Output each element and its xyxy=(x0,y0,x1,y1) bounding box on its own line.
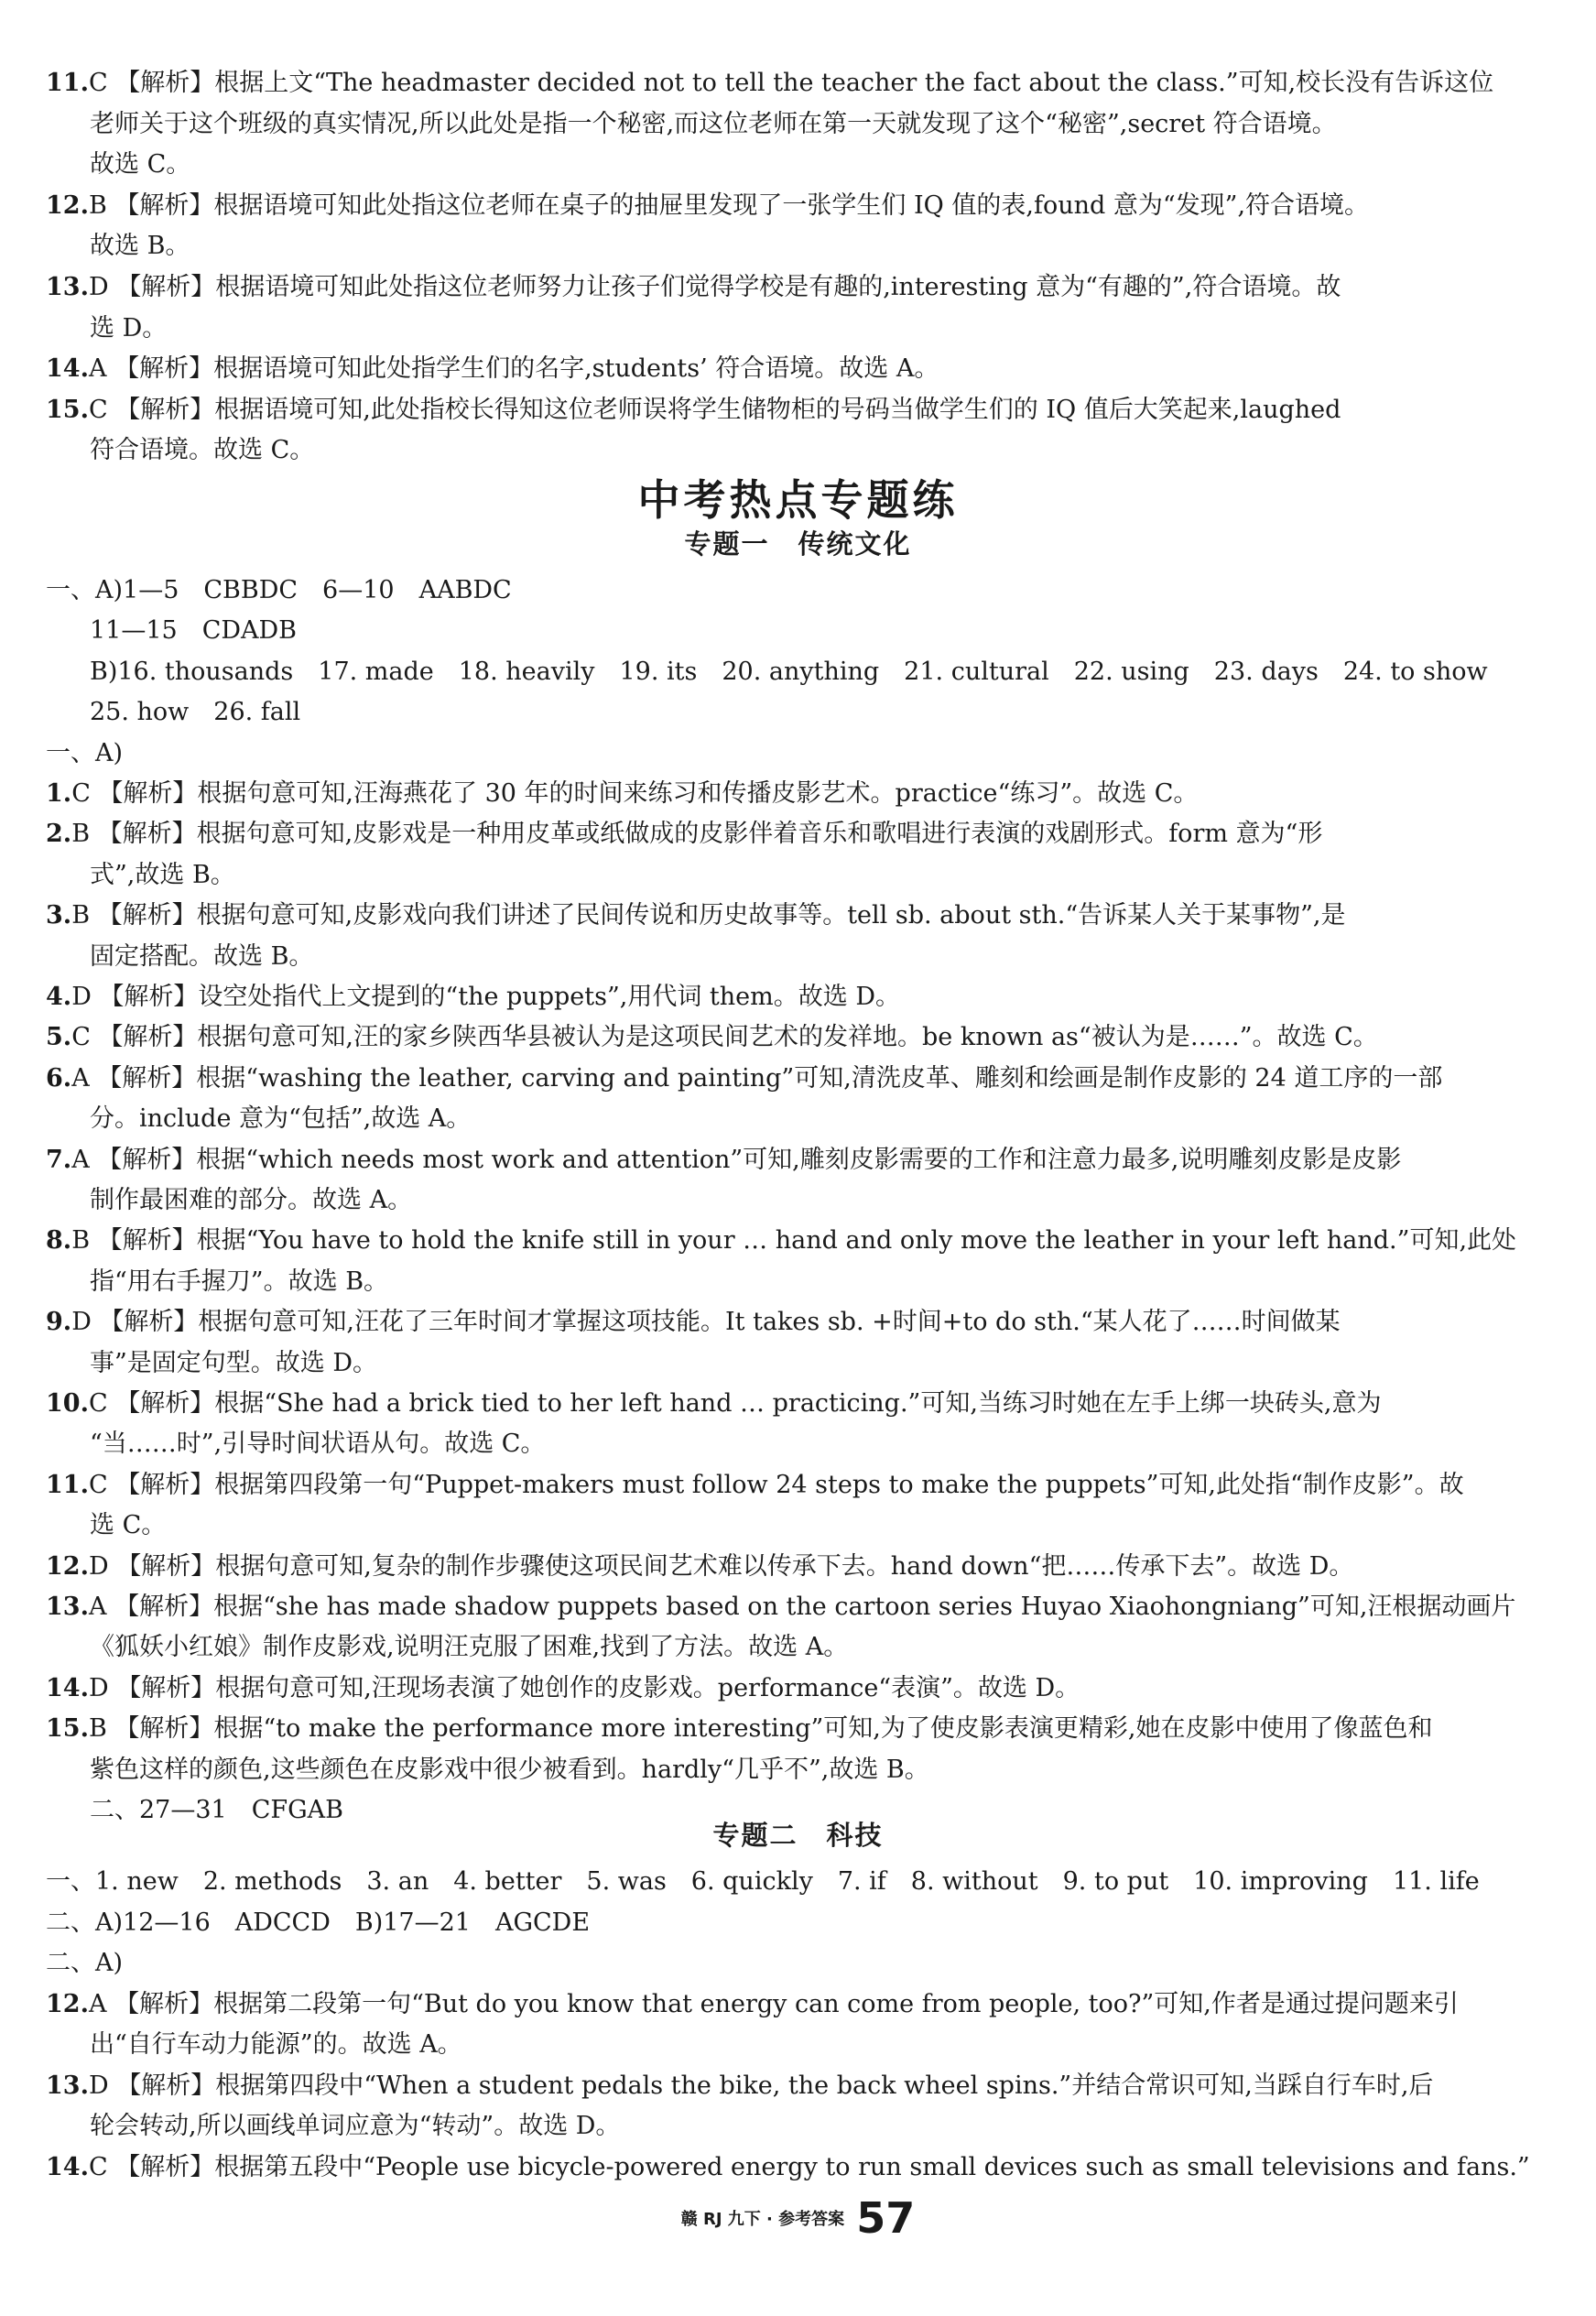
answer-text: 故选 C。 xyxy=(90,150,191,179)
answer-text: C 【解析】根据语境可知,此处指校长得知这位老师误将学生储物柜的号码当做学生们的 IQ 值后大笑起来,laughed xyxy=(88,395,1341,424)
question-number: 13. xyxy=(46,2071,89,2100)
text-line xyxy=(46,185,1502,227)
text-line xyxy=(46,895,1502,937)
question-number: 12. xyxy=(46,1551,89,1581)
answer-text: C 【解析】根据第五段中“People use bicycle-powered energy to run small devices such as small televisions and fans.” xyxy=(88,2152,1530,2181)
text-line xyxy=(46,1139,1502,1181)
answer-text: 指“用右手握刀”。故选 B。 xyxy=(90,1267,389,1296)
topic-1-title: 专题一 传统文化 xyxy=(684,528,912,560)
text-line xyxy=(46,2147,1530,2189)
answer-text: 25. how 26. fall xyxy=(90,698,301,727)
question-number: 7. xyxy=(46,1145,72,1174)
answer-text: C 【解析】根据句意可知,汪海燕花了 30 年的时间来练习和传播皮影艺术。practice“练习”。故选 C。 xyxy=(71,779,1199,808)
answer-text: D 【解析】根据句意可知,汪花了三年时间才掌握这项技能。It takes sb. +时间+to do sth.“某人花了……时间做某 xyxy=(71,1308,1341,1337)
answer-text: 符合语境。故选 C。 xyxy=(90,436,315,465)
answer-text: 11—15 CDADB xyxy=(90,616,298,646)
answer-text: C 【解析】根据句意可知,汪的家乡陕西华县被认为是这项民间艺术的发祥地。be known as“被认为是……”。故选 C。 xyxy=(71,1023,1378,1052)
text-line xyxy=(90,854,1546,897)
question-number: 13. xyxy=(46,1593,89,1621)
text-line xyxy=(46,1942,1502,1984)
question-number: 11. xyxy=(46,1470,89,1499)
text-line xyxy=(90,103,1546,146)
text-line xyxy=(46,976,1502,1018)
answer-text: C 【解析】根据“She had a brick tied to her left hand … practicing.”可知,当练习时她在左手上绑一块砖头,意为 xyxy=(88,1389,1382,1418)
answer-text: 事”是固定句型。故选 D。 xyxy=(90,1348,378,1377)
answer-text: 一、A) xyxy=(46,738,124,767)
answer-text: C 【解析】根据第四段第一句“Puppet-makers must follow 24 steps to make the puppets”可知,此处指“制作皮影”。故 xyxy=(88,1470,1464,1499)
text-line xyxy=(90,1180,1546,1222)
text-line xyxy=(46,1668,1502,1710)
text-line xyxy=(46,389,1502,431)
answer-text: A 【解析】根据“she has made shadow puppets based on the cartoon series Huyao Xiaohongniang”可知,汪根据动画片 xyxy=(88,1593,1516,1621)
answer-text: C 【解析】根据上文“The headmaster decided not to tell the teacher the fact about the class.”可知,校长没有告诉这位 xyxy=(88,69,1494,97)
answer-text: D 【解析】根据语境可知此处指这位老师努力让孩子们觉得学校是有趣的,interesting 意为“有趣的”,符合语境。故 xyxy=(88,273,1341,301)
text-line xyxy=(90,1343,1546,1385)
question-number: 9. xyxy=(46,1308,72,1337)
answer-text: 式”,故选 B。 xyxy=(90,860,235,889)
question-number: 2. xyxy=(46,820,72,849)
topic-2-title: 专题二 科技 xyxy=(712,1820,884,1851)
answer-text: D 【解析】根据句意可知,复杂的制作步骤使这项民间艺术难以传承下去。hand down“把……传承下去”。故选 D。 xyxy=(88,1551,1354,1581)
section-title: 中考热点专题练 xyxy=(637,475,959,525)
text-line xyxy=(90,1098,1546,1140)
answer-text: A 【解析】根据“washing the leather, carving and painting”可知,清洗皮革、雕刻和绘画是制作皮影的 24 道工序的一部 xyxy=(71,1063,1443,1093)
text-line xyxy=(46,1546,1502,1588)
text-line xyxy=(46,1017,1502,1059)
answer-text: 选 C。 xyxy=(90,1511,167,1540)
text-line xyxy=(46,1058,1502,1100)
answer-text: B 【解析】根据“You have to hold the knife still in your … hand and only move the leather in your left hand.”可知,此处 xyxy=(71,1226,1517,1256)
text-line xyxy=(90,1261,1546,1303)
answer-text: A 【解析】根据“which needs most work and attention”可知,雕刻皮影需要的工作和注意力最多,说明雕刻皮影是皮影 xyxy=(71,1145,1402,1174)
question-number: 10. xyxy=(46,1389,89,1418)
answer-text: A 【解析】根据语境可知此处指学生们的名字,students’ 符合语境。故选 A。 xyxy=(88,354,939,384)
answer-text: B 【解析】根据句意可知,皮影戏是一种用皮革或纸做成的皮影伴着音乐和歌唱进行表演的戏剧形式。form 意为“形 xyxy=(71,820,1323,849)
text-line xyxy=(90,308,1546,350)
text-line xyxy=(46,1301,1502,1343)
answer-text: 分。include 意为“包括”,故选 A。 xyxy=(90,1104,472,1134)
text-line xyxy=(46,813,1502,855)
answer-text: 固定搭配。故选 B。 xyxy=(90,941,314,971)
answer-text: 二、A)12—16 ADCCD B)17—21 AGCDE xyxy=(46,1908,591,1937)
question-number: 13. xyxy=(46,273,89,301)
question-number: 14. xyxy=(46,1673,89,1702)
text-line xyxy=(46,1464,1502,1506)
text-line xyxy=(46,570,1502,612)
text-line xyxy=(90,144,1546,186)
text-line xyxy=(90,225,1546,267)
text-line xyxy=(90,691,1546,734)
answer-text: 二、27—31 CFGAB xyxy=(90,1796,344,1824)
text-line xyxy=(46,266,1502,309)
question-number: 4. xyxy=(46,983,72,1011)
answer-text: D 【解析】根据句意可知,汪现场表演了她创作的皮影戏。performance“表演”。故选 D。 xyxy=(88,1673,1080,1702)
question-number: 15. xyxy=(46,395,89,424)
answer-text: B 【解析】根据句意可知,皮影戏向我们讲述了民间传说和历史故事等。tell sb. about sth.“告诉某人关于某事物”,是 xyxy=(71,901,1346,930)
answer-text: 一、A)1—5 CBBDC 6—10 AABDC xyxy=(46,576,512,604)
question-number: 12. xyxy=(46,1989,89,2018)
text-line xyxy=(90,1749,1546,1791)
text-line xyxy=(46,1586,1516,1628)
footer-label: 赣 RJ 九下 · 参考答案 xyxy=(680,2210,845,2229)
text-line xyxy=(46,1902,1502,1944)
answer-text: 故选 B。 xyxy=(90,232,190,261)
text-line xyxy=(46,1861,1502,1903)
answer-text: D 【解析】设空处指代上文提到的“the puppets”,用代词 them。故选 D。 xyxy=(71,983,900,1011)
text-line xyxy=(90,2105,1546,2147)
answer-text: “当……时”,引导时间状语从句。故选 C。 xyxy=(90,1430,546,1459)
answer-text: 《狐妖小红娘》制作皮影戏,说明汪克服了困难,找到了方法。故选 A。 xyxy=(90,1633,849,1662)
question-number: 5. xyxy=(46,1023,72,1052)
question-number: 3. xyxy=(46,901,72,930)
text-line xyxy=(90,2024,1546,2066)
answer-text: B 【解析】根据“to make the performance more interesting”可知,为了使皮影表演更精彩,她在皮影中使用了像蓝色和 xyxy=(88,1714,1433,1744)
answer-text: B 【解析】根据语境可知此处指这位老师在桌子的抽屉里发现了一张学生们 IQ 值的表,found 意为“发现”,符合语境。 xyxy=(88,190,1370,220)
text-line xyxy=(90,429,1546,472)
text-line xyxy=(46,773,1502,815)
text-line xyxy=(90,936,1546,978)
text-line xyxy=(90,610,1546,652)
question-number: 8. xyxy=(46,1226,72,1256)
text-line xyxy=(90,1505,1546,1547)
text-line xyxy=(46,733,1502,775)
answer-text: 老师关于这个班级的真实情况,所以此处是指一个秘密,而这位老师在第一天就发现了这个“秘密”,secret 符合语境。 xyxy=(90,109,1337,138)
text-line xyxy=(46,62,1502,104)
answer-text: 选 D。 xyxy=(90,313,168,343)
text-line xyxy=(90,1626,1546,1669)
question-number: 11. xyxy=(46,69,89,97)
text-line xyxy=(46,1383,1502,1425)
answer-text: B)16. thousands 17. made 18. heavily 19. its 20. anything 21. cultural 22. using 23. days 24. to show xyxy=(90,657,1488,686)
text-line xyxy=(90,651,1546,693)
answer-text: 二、A) xyxy=(46,1949,124,1977)
text-line xyxy=(46,1984,1502,2026)
answer-text: 制作最困难的部分。故选 A。 xyxy=(90,1186,413,1214)
answer-text: A 【解析】根据第二段第一句“But do you know that energy can come from people, too?”可知,作者是通过提问题来引 xyxy=(88,1989,1459,2018)
answer-text: 一、1. new 2. methods 3. an 4. better 5. was 6. quickly 7. if 8. without 9. to put 10. improving 11. life xyxy=(46,1867,1480,1896)
page-footer xyxy=(0,2193,1596,2243)
text-line xyxy=(46,2065,1502,2107)
question-number: 6. xyxy=(46,1063,72,1093)
text-line xyxy=(46,348,1502,390)
text-line xyxy=(46,1708,1502,1750)
answer-text: D 【解析】根据第四段中“When a student pedals the bike, the back wheel spins.”并结合常识可知,当踩自行车时,后 xyxy=(88,2071,1434,2100)
answer-text: 轮会转动,所以画线单词应意为“转动”。故选 D。 xyxy=(90,2112,621,2140)
question-number: 14. xyxy=(46,354,89,384)
page-number: 57 xyxy=(856,2193,916,2243)
text-line xyxy=(46,1220,1517,1262)
answer-text: 出“自行车动力能源”的。故选 A。 xyxy=(90,2030,462,2059)
text-line xyxy=(90,1423,1546,1465)
question-number: 14. xyxy=(46,2152,89,2181)
question-number: 15. xyxy=(46,1714,89,1744)
answer-text: 紫色这样的颜色,这些颜色在皮影戏中很少被看到。hardly“几乎不”,故选 B。 xyxy=(90,1755,929,1784)
question-number: 12. xyxy=(46,190,89,220)
question-number: 1. xyxy=(46,779,72,808)
